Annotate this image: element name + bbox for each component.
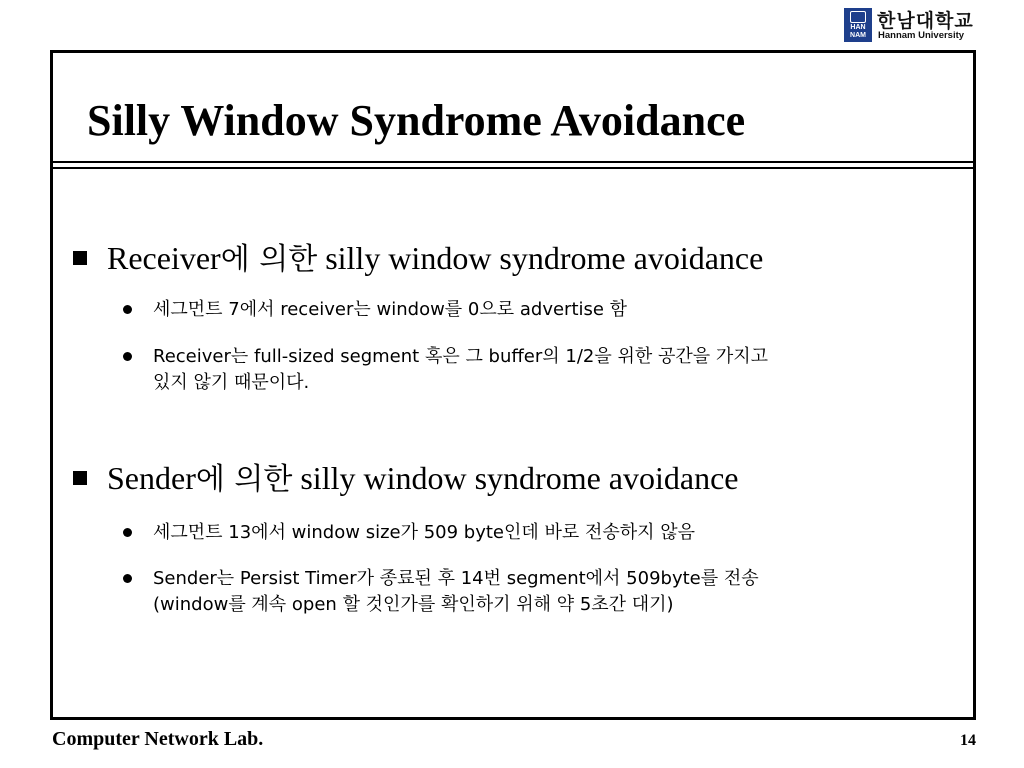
logo-mark xyxy=(844,8,872,42)
logo-korean-name: 한남대학교 xyxy=(877,10,974,32)
shield-icon xyxy=(850,11,866,23)
title-divider-second xyxy=(53,167,973,169)
dot-bullet-icon xyxy=(123,566,153,592)
title-divider xyxy=(53,161,973,163)
bullet-receiver xyxy=(73,238,953,280)
bullet-sender-text: Sender에 의한 silly window syndrome avoidance xyxy=(107,460,739,497)
sub-bullet-receiver-1 xyxy=(123,297,953,323)
slide-title: Silly Window Syndrome Avoidance xyxy=(87,96,746,145)
slide-frame xyxy=(50,50,976,720)
sub-bullet-sender-2 xyxy=(123,566,953,618)
dot-bullet-icon xyxy=(123,297,153,323)
bullet-receiver-text: Receiver에 의한 silly window syndrome avoidance xyxy=(107,240,764,277)
square-bullet-icon xyxy=(73,471,87,485)
sub-bullet-text: 세그먼트 13에서 window size가 509 byte인데 바로 전송하지 않음 xyxy=(153,522,696,543)
logo-english-name: Hannam University xyxy=(878,30,965,41)
footer-lab-name: Computer Network Lab. xyxy=(52,728,264,750)
sub-bullet-text: 세그먼트 7에서 receiver는 window를 0으로 advertise 함 xyxy=(153,299,628,320)
sub-bullet-text: Receiver는 full-sized segment 혹은 그 buffer의 1/2을 위한 공간을 가지고 xyxy=(153,346,768,367)
bullet-sender xyxy=(73,458,953,500)
page-number: 14 xyxy=(960,732,976,749)
sub-bullet-text-continued: (window를 계속 open 할 것인가를 확인하기 위해 약 5초간 대기) xyxy=(153,594,674,615)
sub-bullet-sender-1 xyxy=(123,520,953,546)
sub-bullet-text: Sender는 Persist Timer가 종료된 후 14번 segment에서 509byte를 전송 xyxy=(153,568,759,589)
sub-bullet-receiver-2 xyxy=(123,344,953,396)
sub-bullet-text-continued: 있지 않기 때문이다. xyxy=(153,372,310,393)
dot-bullet-icon xyxy=(123,520,153,546)
dot-bullet-icon xyxy=(123,344,153,370)
university-logo xyxy=(844,8,978,44)
square-bullet-icon xyxy=(73,251,87,265)
logo-mark-text: HAN NAM xyxy=(850,24,866,39)
